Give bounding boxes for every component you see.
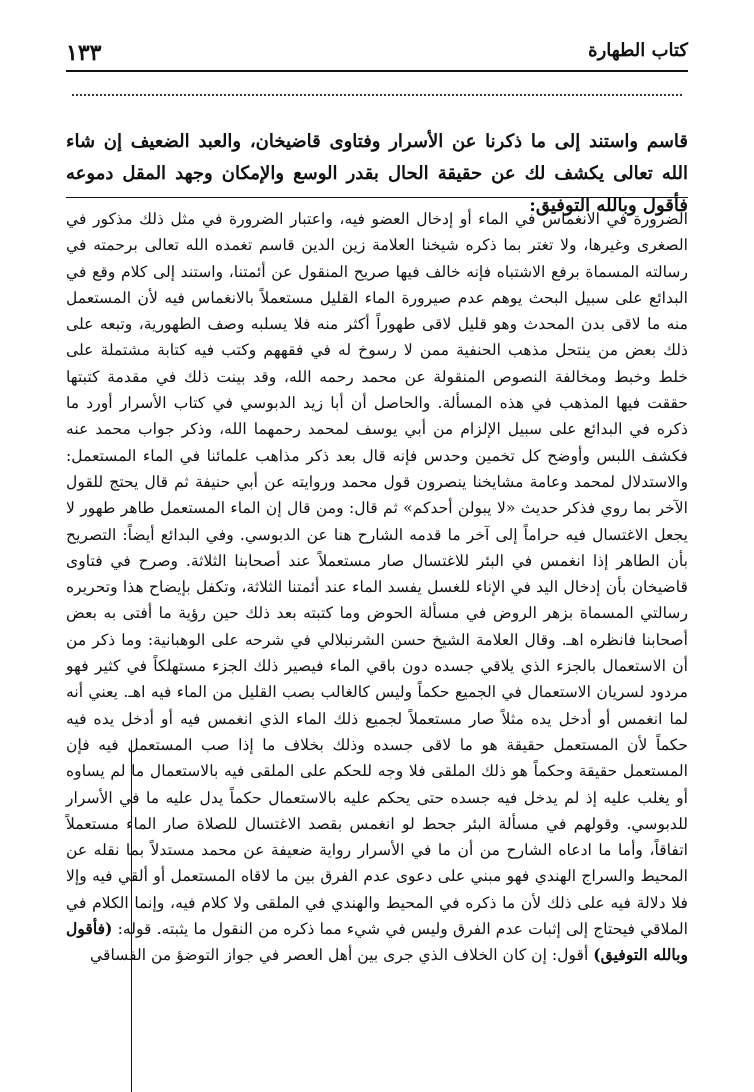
commentary-last-line: أقول: إن كان الخلاف الذي جرى بين أهل العصر في جواز التوضؤ من الفساقي [90, 946, 589, 965]
quoted-phrase: (فأقول وبالله التوفيق) [66, 919, 688, 965]
page-number: ١٣٣ [66, 40, 102, 66]
commentary-body: الضرورة في الانغماس في الماء أو إدخال العضو فيه، واعتبار الضرورة في مثل ذلك مذكور في الصغرى وغيرها، ولا تغتر بما ذكره شيخنا العلامة زين الدين قاسم تغمده الله تعالى برحمته في رسالته المسماة برفع الاشتباه فإنه خالف فيها صريح المنقول عن أئمتنا، واستند إلى كلام وقع في البدائع على سبيل البحث يوهم عدم صيرورة الماء القليل مستعملاً بالانغماس فيه لأن المستعمل منه ما لاقى بدن المحدث وهو قليل لاقى طهوراً أكثر منه فلا يسلبه وصف الطهورية، وتبعه على ذلك بعض من ينتحل مذهب الحنفية ممن لا رسوخ له في فقههم وكتب فيه كتابة مشتملة على خلط وخبط ومخالفة النصوص المنقولة عن محمد رحمه الله، وقد بينت ذلك في مقدمة كتبتها حققت فيها المذهب في هذه المسألة. والحاصل أن أبا زيد الدبوسي في كتاب الأسرار أورد ما ذكره في البدائع على سبيل الإلزام من أبي يوسف لمحمد رحمهما الله، وذكر جواب محمد عنه فكشف اللبس وأوضح كل تخمين وحدس فإنه قال بعد ذكر مذاهب علمائنا في الماء المستعمل: والاستدلال لمحمد وعامة مشايخنا ينصرون قول محمد وروايته عن أبي حنيفة ثم قال يحتج للقول الآخر بما روي فذكر حديث «لا يبولن أحدكم» ثم قال: ومن قال إن الماء المستعمل طاهر طهور لا يجعل الاغتسال فيه حراماً إلى آخر ما قدمه الشارح هنا عن الدبوسي. وفي البدائع أيضاً: التصريح بأن الطاهر إذا انغمس في البئر للاغتسال صار مستعملاً عند أصحابنا الثلاثة. وصرح في فتاوى قاضيخان بأن إدخال اليد في الإناء للغسل يفسد الماء عند أئمتنا الثلاثة، وتكفل بإيضاح هذا وتحريره رسالتي المسماة بزهر الروض في مسألة الحوض وما كتبته بعد ذلك حين رؤية ما أفتى به بعض أصحابنا فانظره اهـ. وقال العلامة الشيخ حسن الشرنبلالي في شرحه على الوهبانية: وما ذكر من أن الاستعمال بالجزء الذي يلاقي جسده دون باقي الماء فيصير ذلك الجزء مستهلكاً في كثير فهو مردود لسريان الاستعمال في الجميع حكماً وليس كالغالب بصب القليل من الماء فيه اهـ. يعني أنه لما انغمس أو أدخل يده مثلاً صار مستعملاً لجميع ذلك الماء الذي انغمس فيه أو أدخل يده فيه حكماً لأن المستعمل حقيقة هو ما لاقى جسده وذلك بخلاف ما إذا صب المستعمل فيه فإن المستعمل حقيقة وحكماً هو ذلك الملقى فلا وجه للحكم على الملقى فيه بالاستعمال ما لم يساوه أو يغلب عليه إذ لم يدخل فيه جسده حتى يحكم عليه بالاستعمال حكماً يدل عليه ما في الأسرار للدبوسي. وقولهم في مسألة البئر جحط لو انغمس بقصد الاغتسال للصلاة صار الماء مستعملاً اتفاقاً، وأما ما ادعاه الشارح من أن ما في الأسرار رواية ضعيفة عن محمد مستدلاً بما نقله عن المحيط والسراج الهندي فهو مبني على دعوى عدم الفرق بين ما لاقاه المستعمل أو ألقي فيه وإلا فلا دلالة فيه على ذلك لأن ما ذكره في المحيط والهندي في الملقى ولا كلام فيه، وإنما الكلام في الملاقي فيحتاج إلى إثبات عدم الفرق وليس في شيء مما ذكره من النقول ما يثبته. قوله: [66, 210, 688, 939]
book-title: كتاب الطهارة [588, 40, 688, 61]
header-rule [66, 70, 688, 72]
commentary [66, 206, 688, 969]
commentary-paragraph [66, 206, 688, 969]
binding-margin-line [131, 740, 132, 1092]
section-rule [66, 197, 688, 198]
page-header [66, 40, 688, 68]
dotted-separator [72, 94, 682, 96]
main-text: قاسم واستند إلى ما ذكرنا عن الأسرار وفتاوى قاضيخان، والعبد الضعيف إن شاء الله تعالى يكشف لك عن حقيقة الحال بقدر الوسع والإمكان وجهد المقل دموعه فأقول وبالله التوفيق: [66, 131, 688, 216]
